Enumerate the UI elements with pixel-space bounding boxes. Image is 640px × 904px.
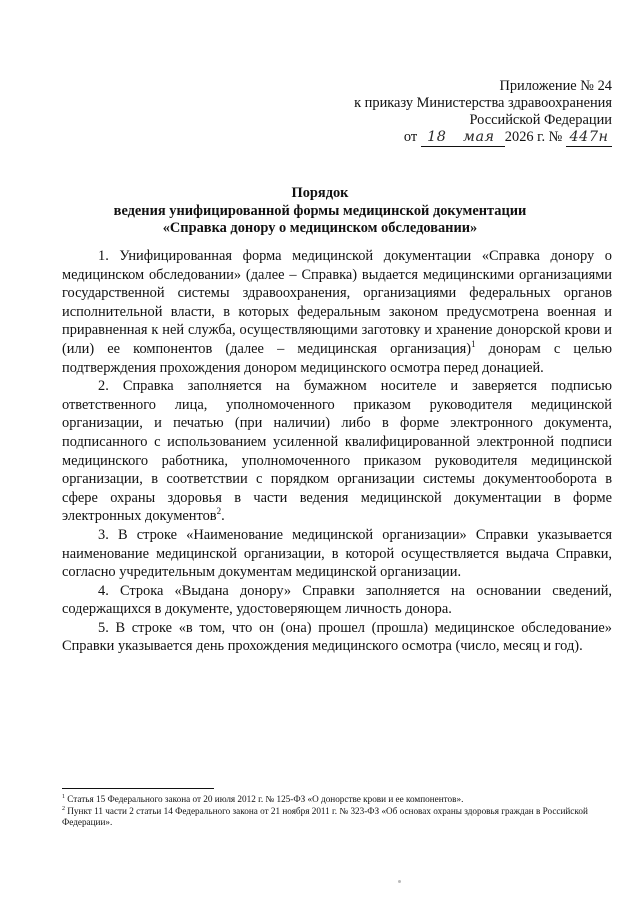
footnote-1 <box>62 794 612 806</box>
title-line-3: «Справка донору о медицинском обследовании» <box>162 220 478 236</box>
paragraph-1-text: 1. Унифицированная форма медицинской документации «Справка донору о медицинском обследовании» (далее – Справка) выдается медицинскими организациями государственной системы здравоохранения, организациями федеральных органов исполнительной власти, в которых федеральным законом предусмотрена военная и приравненная к ней служба, осуществляющими заготовку и хранение донорской крови и (или) ее компонентов (далее – медицинская организация) <box>62 248 612 357</box>
date-prefix: от <box>403 129 418 145</box>
paragraph-2 <box>62 377 612 526</box>
handwritten-order-number: 447н <box>566 129 612 147</box>
paragraph-2-text-end: . <box>221 508 225 525</box>
paragraph-2-text: 2. Справка заполняется на бумажном носителе и заверяется подписью ответственного лица, уполномоченного приказом руководителя медицинской организации, и печатью (при наличии) либо в форме электронного документа, подписанного с использованием усиленной квалифицированной электронной подписи медицинского работника, уполномоченного приказом руководителя медицинской организации, в соответствии с порядком организации системы документооборота в сфере охраны здоровья в части ведения медицинской документации в форме электронных документов <box>62 378 612 525</box>
scan-speck <box>398 880 401 883</box>
title-line-1: Порядок <box>291 185 349 201</box>
footnote-2-text: Пункт 11 части 2 статьи 14 Федерального закона от 21 ноября 2011 г. № 323-ФЗ «Об основах охраны здоровья граждан в Российской Федерации». <box>62 805 588 827</box>
appendix-number: Приложение № 24 <box>499 78 612 94</box>
footnote-divider <box>62 788 214 789</box>
footnote-ref-1: 1 <box>471 338 476 349</box>
footnote-2 <box>62 806 612 829</box>
handwritten-day: 18 <box>421 129 453 147</box>
appendix-header <box>354 78 612 147</box>
footnotes <box>62 794 612 829</box>
order-reference: к приказу Министерства здравоохранения <box>354 95 612 111</box>
paragraph-4: 4. Строка «Выдана донору» Справки заполняется на основании сведений, содержащихся в документе, удостоверяющем личность донора. <box>62 582 612 618</box>
paragraph-5: 5. В строке «в том, что он (она) прошел (прошла) медицинское обследование» Справки указывается день прохождения медицинского осмотра (число, месяц и год). <box>62 619 612 655</box>
footnote-1-text: Статья 15 Федерального закона от 20 июля 2012 г. № 125-ФЗ «О донорстве крови и ее компонентов». <box>65 794 464 804</box>
date-year: 2026 г. № <box>504 129 563 145</box>
order-date-line <box>354 129 612 147</box>
paragraph-1-text-end: донорам с целью подтверждения прохождения донором медицинского осмотра перед донацией. <box>62 340 612 376</box>
title-line-2: ведения унифицированной формы медицинской документации <box>113 202 527 219</box>
handwritten-month: мая <box>453 129 505 147</box>
document-body <box>62 247 612 656</box>
ministry-country: Российской Федерации <box>469 112 612 128</box>
paragraph-3: 3. В строке «Наименование медицинской организации» Справки указывается наименование медицинской организации, в которой осуществляется выдача Справки, согласно учредительным документам медицинской организации. <box>62 526 612 581</box>
paragraph-1 <box>62 247 612 377</box>
document-title <box>40 185 600 238</box>
footnote-2-marker: 2 <box>62 805 65 812</box>
footnote-1-marker: 1 <box>62 794 65 800</box>
footnote-ref-2: 2 <box>216 506 222 517</box>
